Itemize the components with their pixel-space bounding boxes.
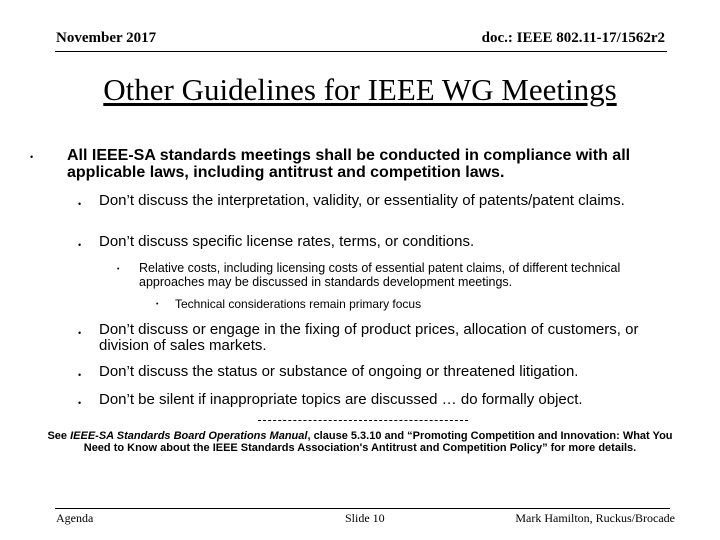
bullet-marker: • [78,199,82,209]
bullet-sub-litigation: Don’t discuss the status or substance of ongoing or threatened litigation. [99,363,579,380]
bullet-marker: • [30,152,34,162]
footer-rule [55,508,670,509]
bullet-marker: • [78,328,82,338]
header-rule [55,51,667,52]
bullet-marker: • [156,301,159,308]
bullet-sub-license: Don’t discuss specific license rates, terms, or conditions. [99,233,475,250]
bullet-technical-focus: Technical considerations remain primary focus [175,297,422,311]
footnote [40,430,680,454]
slide-title: Other Guidelines for IEEE WG Meetings [103,72,617,107]
footnote-manual: IEEE-SA Standards Board Operations Manual [70,430,308,442]
separator-dashes [258,420,468,421]
footnote-rest: , clause 5.3.10 and “Promoting Competition and Innovation: What You Need to Know about the IEEE Standards Association's Antitrust and Competition Policy” for more details. [83,430,673,454]
bullet-main: All IEEE-SA standards meetings shall be conducted in compliance with all applicable laws, including antitrust and competition laws. [67,147,631,181]
footer-slide-number: Slide 10 [345,511,385,525]
bullet-marker: • [78,370,82,380]
footer-author: Mark Hamilton, Ruckus/Brocade [515,511,675,525]
bullet-marker: • [117,266,120,273]
bullet-marker: • [78,240,82,250]
bullet-sub-patents: Don’t discuss the interpretation, validity, or essentiality of patents/patent claims. [99,192,625,209]
bullet-sub-object: Don’t be silent if inappropriate topics are discussed … do formally object. [99,391,583,408]
footnote-prefix: See [47,430,71,442]
footer-agenda: Agenda [56,511,94,525]
bullet-relative-costs: Relative costs, including licensing costs of essential patent claims, of different technical approaches may be discussed in standards development meetings. [139,261,621,289]
header-date: November 2017 [56,30,157,46]
bullet-marker: • [78,398,82,408]
header-doc-id: doc.: IEEE 802.11-17/1562r2 [481,30,665,46]
bullet-sub-prices: Don’t discuss or engage in the fixing of product prices, allocation of customers, or division of sales markets. [99,321,639,354]
